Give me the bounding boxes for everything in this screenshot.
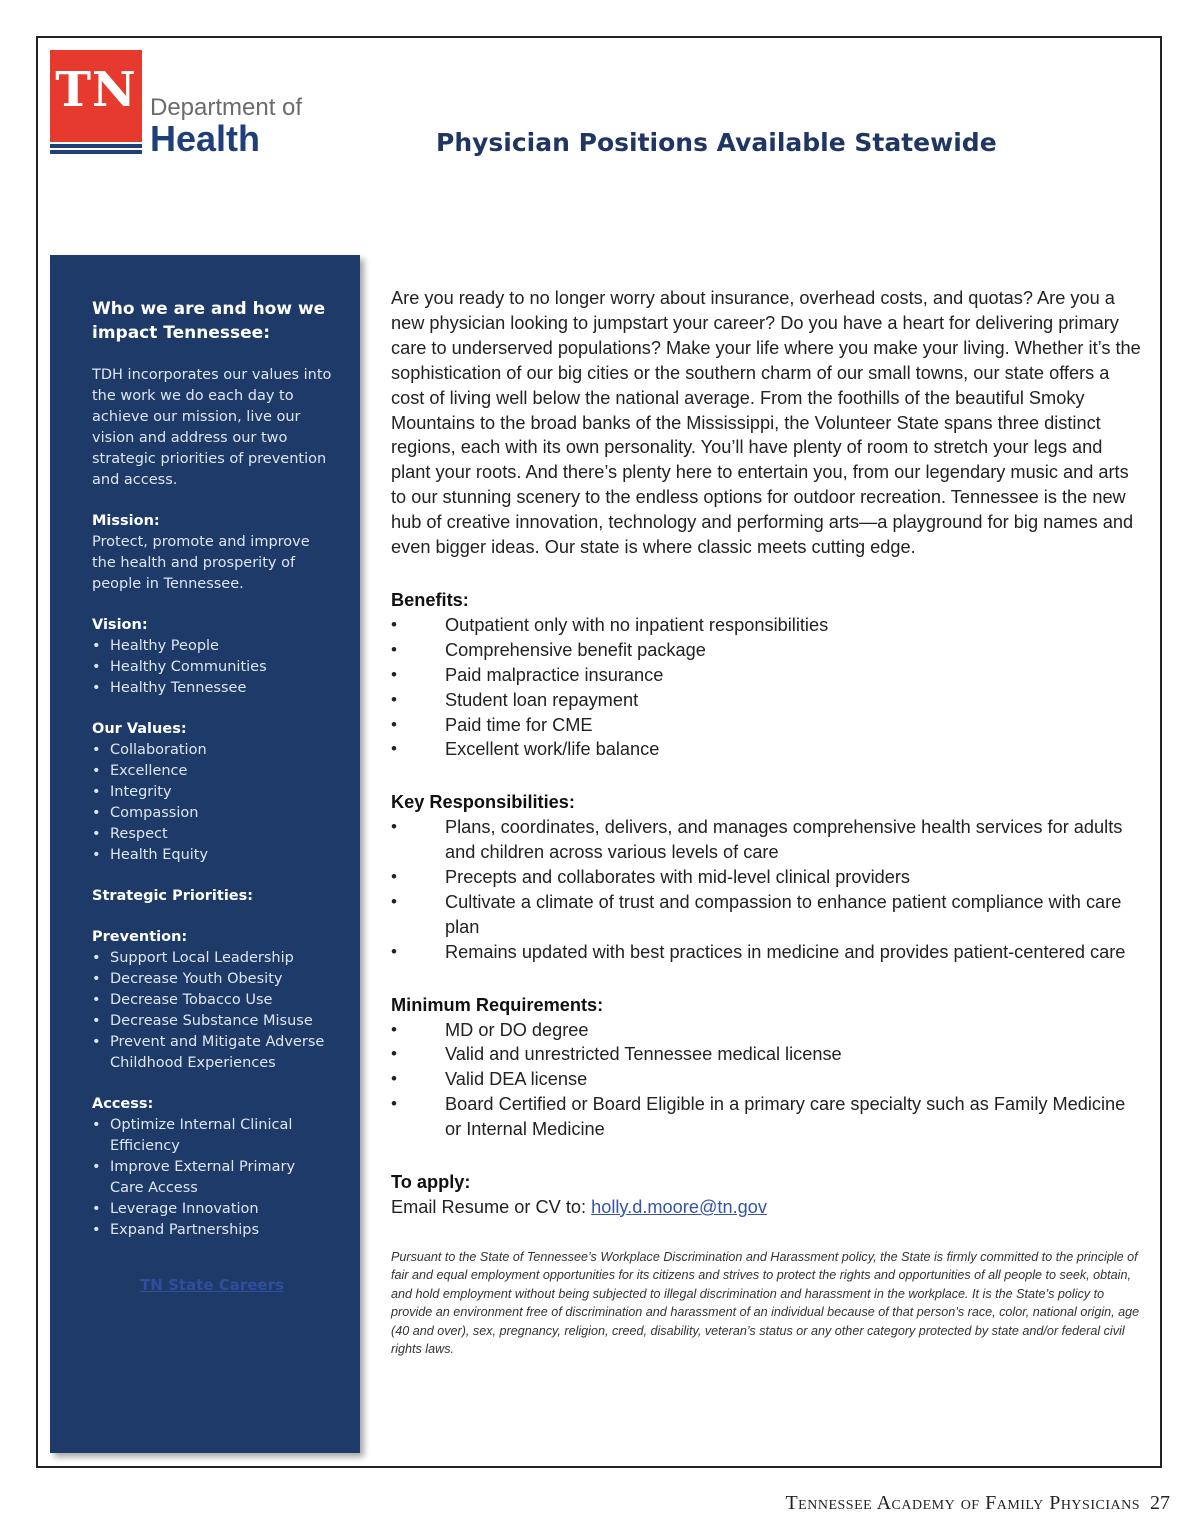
logo-mark: TN [55, 62, 137, 118]
vision-list [92, 636, 332, 699]
list-item: • Expand Partnerships [92, 1220, 332, 1241]
list-item: • Prevent and Mitigate Adverse Childhood Experiences [92, 1032, 332, 1074]
benefits-heading: Benefits: [391, 589, 469, 610]
apply-text: Email Resume or CV to: [391, 1197, 592, 1217]
list-item: • Decrease Youth Obesity [92, 969, 332, 990]
list-item: • Healthy People [92, 636, 332, 657]
prevention-list [92, 948, 332, 1074]
list-item: • Health Equity [92, 845, 332, 866]
apply-line [391, 1195, 1143, 1220]
responsibilities-list [391, 815, 1143, 964]
values-label: Our Values: [92, 721, 187, 737]
list-item: • Collaboration [92, 740, 332, 761]
list-item: • Improve External Primary Care Access [92, 1157, 332, 1199]
page-footer [785, 1492, 1170, 1515]
list-item: • Precepts and collaborates with mid-level clinical providers [391, 865, 1143, 890]
list-item: • Compassion [92, 803, 332, 824]
access-label: Access: [92, 1096, 154, 1112]
tn-state-careers-link[interactable]: TN State Careers [140, 1276, 284, 1294]
intro-paragraph: Are you ready to no longer worry about insurance, overhead costs, and quotas? Are you a new physician looking to jumpstart your career? Do you have a heart for delivering primary care to underserved populations? Make your life where you make your living. Whether it’s the sophistication of our big cities or the southern charm of our small towns, our state offers a cost of living well below the national average. From the foothills of the beautiful Smoky Mountains to the broad banks of the Mississippi, the Volunteer State spans three distinct regions, each with its own personality. You’ll have plenty of room to stretch your legs and plant your roots. And there’s plenty here to entertain you, from our legendary music and arts to our stunning scenery to the endless options for outdoor recreation. Tennessee is the new hub of creative innovation, technology and performing arts—a playground for big names and even bigger ideas. Our state is where classic meets cutting edge. [391, 288, 1141, 558]
mission-label: Mission: [92, 513, 160, 529]
page-number: 27 [1150, 1492, 1170, 1514]
list-item: • Valid DEA license [391, 1067, 1143, 1092]
list-item: • MD or DO degree [391, 1018, 1143, 1043]
vision-label: Vision: [92, 617, 148, 633]
logo-line1: Department of [150, 94, 303, 121]
logo-bar [50, 144, 142, 148]
prevention-label: Prevention: [92, 929, 188, 945]
requirements-list [391, 1018, 1143, 1143]
tdh-logo [50, 50, 310, 160]
list-item: • Comprehensive benefit package [391, 638, 1143, 663]
list-item: • Integrity [92, 782, 332, 803]
list-item: • Cultivate a climate of trust and compassion to enhance patient compliance with care plan [391, 890, 1143, 940]
priorities-label: Strategic Priorities: [92, 888, 254, 904]
logo-line2: Health [150, 118, 261, 159]
list-item: • Support Local Leadership [92, 948, 332, 969]
list-item: • Decrease Tobacco Use [92, 990, 332, 1011]
sidebar-heading: Who we are and how we impact Tennessee: [92, 299, 326, 343]
values-list [92, 740, 332, 866]
list-item: • Plans, coordinates, delivers, and manages comprehensive health services for adults and children across various levels of care [391, 815, 1143, 865]
mission-text: Protect, promote and improve the health and prosperity of people in Tennessee. [92, 534, 310, 592]
list-item: • Healthy Communities [92, 657, 332, 678]
apply-heading: To apply: [391, 1172, 471, 1193]
list-item: • Outpatient only with no inpatient responsibilities [391, 613, 1143, 638]
list-item: • Valid and unrestricted Tennessee medical license [391, 1042, 1143, 1067]
list-item: • Respect [92, 824, 332, 845]
page-title: Physician Positions Available Statewide [436, 128, 997, 157]
list-item: • Student loan repayment [391, 688, 1143, 713]
list-item: • Healthy Tennessee [92, 678, 332, 699]
responsibilities-heading: Key Responsibilities: [391, 792, 575, 813]
list-item: • Board Certified or Board Eligible in a primary care specialty such as Family Medicine or Internal Medicine [391, 1092, 1143, 1142]
sidebar-intro: TDH incorporates our values into the work we do each day to achieve our mission, live our vision and address our two strategic priorities of prevention and access. [92, 367, 332, 488]
list-item: • Excellent work/life balance [391, 737, 1143, 762]
legal-disclaimer: Pursuant to the State of Tennessee’s Workplace Discrimination and Harassment policy, the State is firmly committed to the principle of fair and equal employment opportunities for its citizens and strives to protect the rights and opportunities of all people to seek, obtain, and hold employment without being subjected to illegal discrimination and harassment in the workplace. It is the State’s policy to provide an environment free of discrimination and harassment of an individual because of that person’s race, color, national origin, age (40 and over), sex, pregnancy, religion, creed, disability, veteran’s status or any other category protected by state and/or federal civil rights laws. [391, 1249, 1140, 1356]
list-item: • Decrease Substance Misuse [92, 1011, 332, 1032]
list-item: • Remains updated with best practices in medicine and provides patient-centered care [391, 940, 1143, 965]
list-item: • Leverage Innovation [92, 1199, 332, 1220]
footer-org: Tennessee Academy of Family Physicians [785, 1492, 1140, 1514]
list-item: • Paid malpractice insurance [391, 663, 1143, 688]
list-item: • Optimize Internal Clinical Efficiency [92, 1115, 332, 1157]
list-item: • Excellence [92, 761, 332, 782]
list-item: • Paid time for CME [391, 713, 1143, 738]
logo-bar [50, 150, 142, 154]
benefits-list [391, 613, 1143, 762]
requirements-heading: Minimum Requirements: [391, 994, 604, 1015]
sidebar-panel [50, 255, 360, 1453]
main-content [391, 286, 1143, 1358]
apply-email-link[interactable]: holly.d.moore@tn.gov [591, 1197, 767, 1217]
access-list [92, 1115, 332, 1241]
